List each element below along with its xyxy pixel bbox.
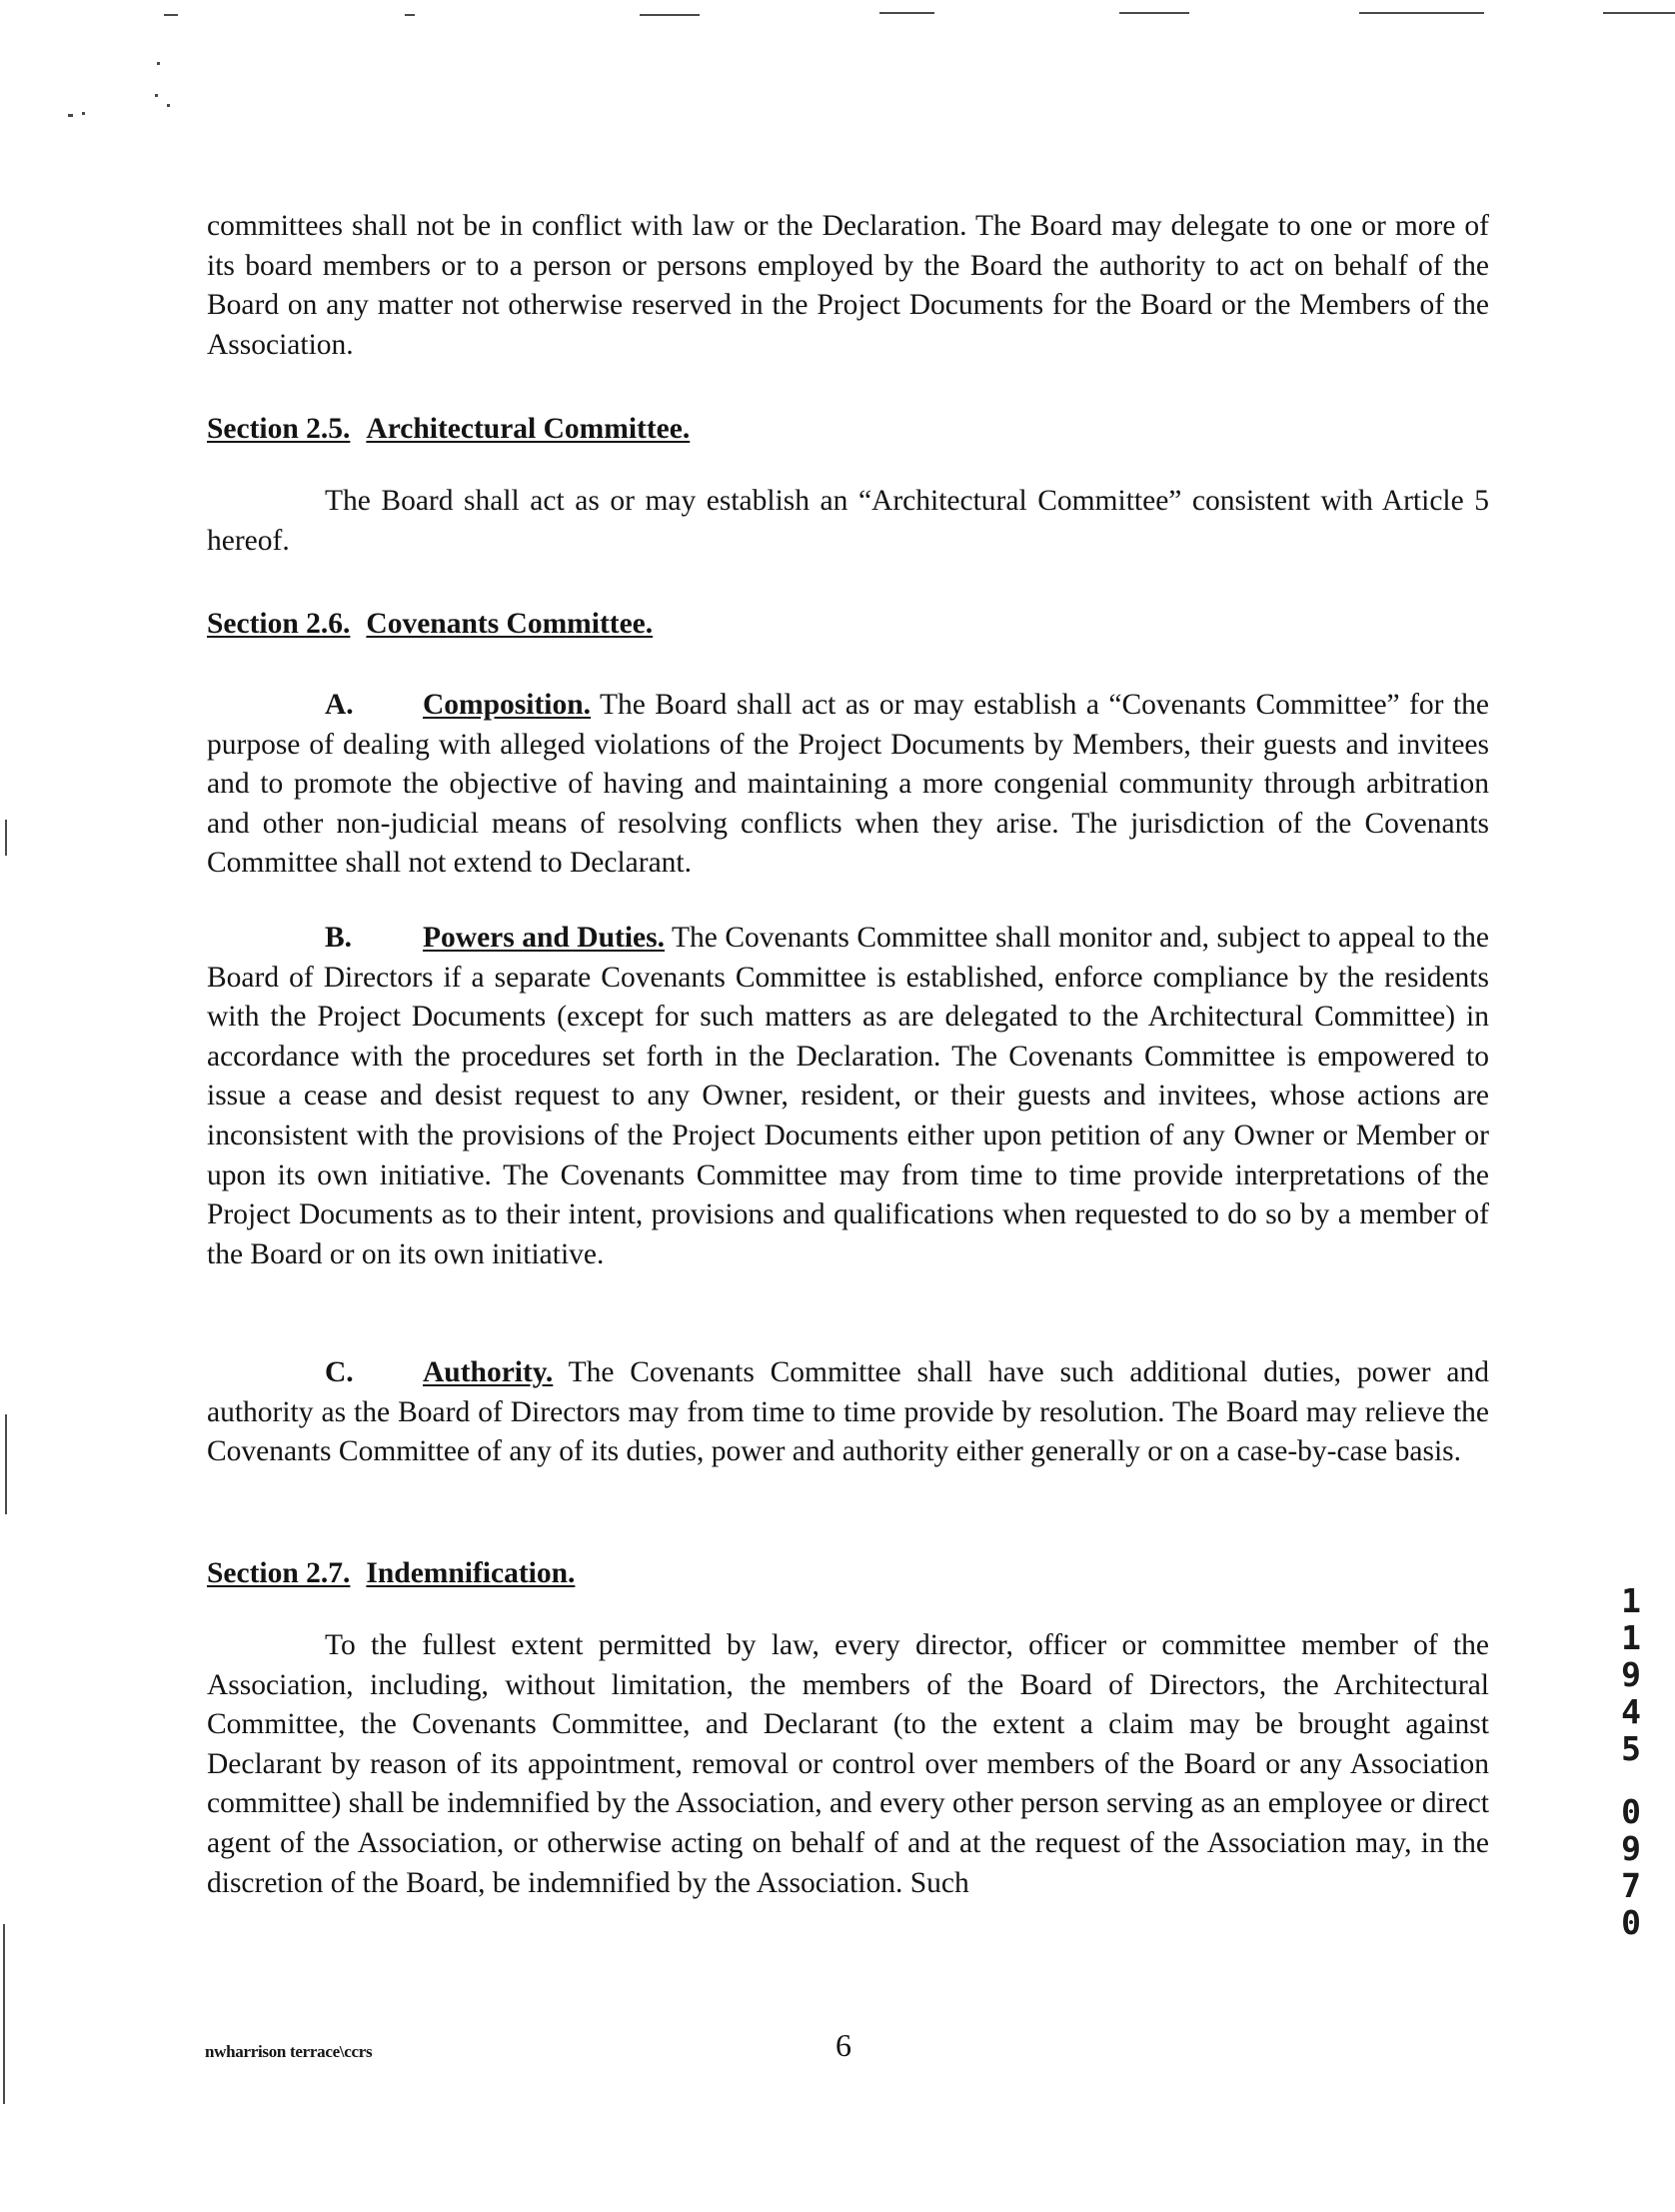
subsection-b-letter: B. <box>325 922 353 954</box>
subsection-c-letter: C. <box>325 1356 354 1388</box>
scan-speck-2 <box>155 94 158 97</box>
subsection-c <box>207 1353 1489 1472</box>
subsection-a-text: The Board shall act as or may establish a “Covenants Committee” for the purpose of dealing with alleged violations of the Project Documents by Members, their guests and invitees and to promote the objective of having and maintaining a more congenial community through arbitration and other non-judicial means of resolving conflicts when they arise. The jurisdiction of the Covenants Committee shall not extend to Declarant. <box>207 689 1489 880</box>
subsection-b-title: Powers and Duties. <box>423 922 665 954</box>
section-2-6-title: Covenants Committee. <box>366 608 654 640</box>
scan-speck-3 <box>167 104 170 107</box>
scan-mark-left-2 <box>5 1414 7 1514</box>
stamp-digit: 9 <box>1621 1829 1641 1868</box>
section-2-5-title: Architectural Committee. <box>366 413 691 445</box>
recording-number-stamp <box>1611 1582 1651 1941</box>
subsection-b <box>207 919 1489 1274</box>
stamp-digit: 0 <box>1621 1792 1641 1831</box>
scan-speck-4 <box>68 114 73 117</box>
section-2-5-heading <box>207 413 690 446</box>
scan-mark-top-1 <box>164 14 178 16</box>
section-2-5-text: The Board shall act as or may establish an “Architectural Committee” consistent with Article 5 hereof. <box>207 485 1489 557</box>
scan-mark-top-4 <box>879 12 934 14</box>
stamp-digit: 5 <box>1621 1729 1641 1768</box>
continuation-text: committees shall not be in conflict with law or the Declaration. The Board may delegate to one or more of its board members or to a person or persons employed by the Board the authority to act on behalf of the Board on any matter not otherwise reserved in the Project Documents for the Board or the Members of the Association. <box>207 210 1489 361</box>
section-2-7-body <box>207 1626 1489 1903</box>
section-2-7-heading <box>207 1557 575 1590</box>
subsection-a <box>207 686 1489 884</box>
scan-mark-left-3 <box>3 1924 5 2104</box>
section-2-6-heading <box>207 608 653 641</box>
section-2-7-number: Section 2.7. <box>207 1557 351 1589</box>
page-number: 6 <box>836 2027 851 2063</box>
stamp-digit: 9 <box>1621 1655 1641 1694</box>
scan-speck-5 <box>82 112 85 115</box>
stamp-digit: 0 <box>1621 1903 1641 1942</box>
scan-mark-top-6 <box>1359 12 1484 14</box>
scan-mark-top-3 <box>640 14 700 16</box>
scan-mark-top-2 <box>405 14 415 16</box>
section-2-7-text: To the fullest extent permitted by law, every director, officer or committee member of the Association, including, without limitation, the members of the Board of Directors, the Architectural Committee, the Covenants Committee, and Declarant (to the extent a claim may be brought against Declarant by reason of its appointment, removal or control over members of the Board or any Association committee) shall be indemnified by the Association, and every other person serving as an employee or direct agent of the Association, or otherwise acting on behalf of and at the request of the Association may, in the discretion of the Board, be indemnified by the Association. Such <box>207 1629 1489 1899</box>
stamp-digit: 1 <box>1621 1618 1641 1657</box>
scan-mark-top-5 <box>1119 12 1189 14</box>
scan-mark-top-7 <box>1603 12 1675 14</box>
stamp-digit: 1 <box>1621 1581 1641 1620</box>
stamp-spacer <box>1611 1767 1651 1793</box>
stamp-digit: 4 <box>1621 1692 1641 1731</box>
section-2-6-number: Section 2.6. <box>207 608 351 640</box>
section-2-5-body <box>207 482 1489 561</box>
subsection-a-title: Composition. <box>423 689 592 721</box>
subsection-c-text: The Covenants Committee shall have such additional duties, power and authority as the Board of Directors may from time to time provide by resolution. The Board may relieve the Covenants Committee of any of its duties, power and authority either generally or on a case-by-case basis. <box>207 1356 1489 1468</box>
continuation-paragraph <box>207 207 1489 365</box>
scan-speck-1 <box>157 62 160 65</box>
subsection-a-letter: A. <box>325 689 354 721</box>
subsection-c-title: Authority. <box>423 1356 554 1388</box>
section-2-5-number: Section 2.5. <box>207 413 351 445</box>
scan-mark-left-1 <box>5 820 7 856</box>
stamp-digit: 7 <box>1621 1866 1641 1905</box>
subsection-b-text: The Covenants Committee shall monitor and, subject to appeal to the Board of Directors if a separate Covenants Committee is established, enforce compliance by the residents with the Project Documents (except for such matters as are delegated to the Architectural Committee) in accordance with the procedures set forth in the Declaration. The Covenants Committee is empowered to issue a cease and desist request to any Owner, resident, or their guests and invitees, whose actions are inconsistent with the provisions of the Project Documents either upon petition of any Owner or Member or upon its own initiative. The Covenants Committee may from time to time provide interpretations of the Project Documents as to their intent, provisions and qualifications when requested to do so by a member of the Board or on its own initiative. <box>207 922 1490 1270</box>
footer-file-path: nwharrison terrace\ccrs <box>205 2042 373 2061</box>
section-2-7-title: Indemnification. <box>366 1557 576 1589</box>
